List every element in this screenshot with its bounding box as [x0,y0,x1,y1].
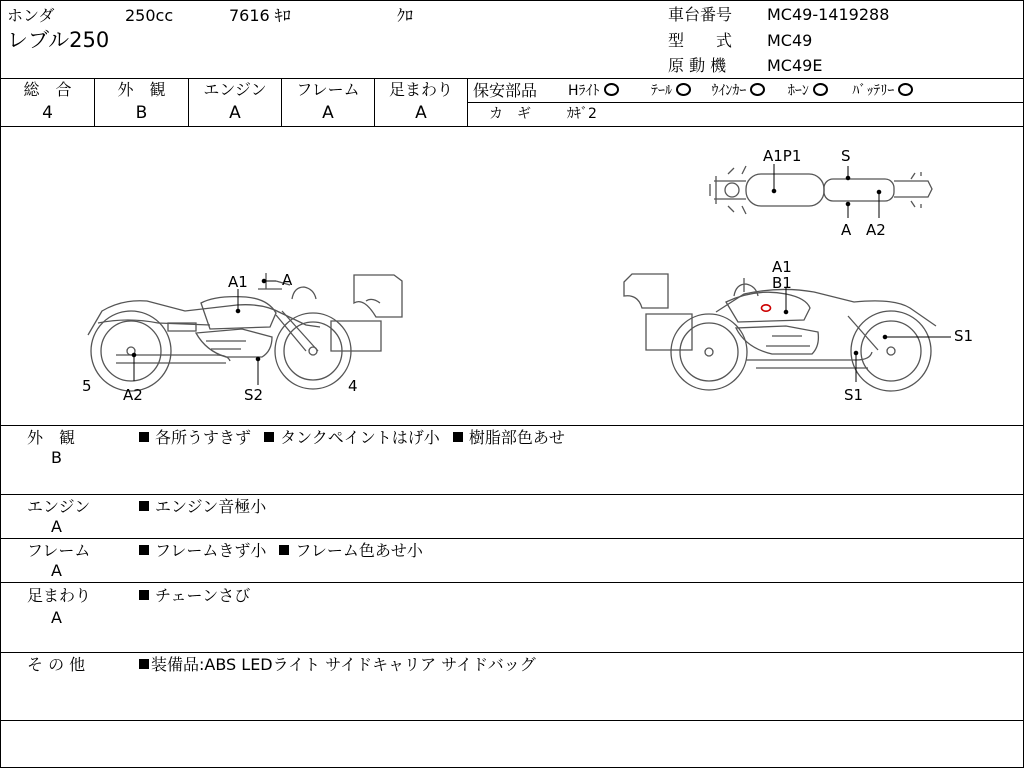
damage-marker [762,305,771,311]
note-category: そ の 他 [27,655,86,674]
note-item: フレームきず小 [155,541,267,560]
key-value: ｶｷﾞ2 [567,106,597,122]
grade-label: 総 合 [23,80,72,99]
right-label: A1 [772,258,792,276]
engine-value: MC49E [767,56,823,75]
note-item: 装備品:ABS LEDライト サイドキャリア サイドバッグ [151,655,536,674]
note-category: フレーム [27,541,91,560]
grade-value: A [229,103,241,123]
grade-label: フレーム [296,80,360,99]
engine-label: 原 動 機 [668,56,727,75]
bullet-square-icon [453,432,463,442]
right-label: S1 [844,386,864,404]
bullet-square-icon [139,501,149,511]
type-value: MC49 [767,31,813,50]
note-grade: A [51,561,62,580]
safety-item-label: ﾎｰﾝ [787,83,809,99]
displacement: 250cc [125,6,174,25]
model-name: レブル250 [7,28,110,52]
grade-value: B [135,103,148,123]
note-item: 各所うすきず [155,428,252,447]
grade-value: A [322,103,334,123]
safety-item-label: ｳｲﾝｶｰ [711,83,747,99]
note-grade: B [51,448,62,467]
bullet-square-icon [139,545,149,555]
type-label: 型 式 [668,31,733,50]
safety-items [568,83,923,99]
ok-circle-icon [813,83,828,96]
note-item: タンクペイントはげ小 [280,428,440,447]
grade-label: 外 観 [117,80,166,99]
motorcycle-left-view [76,263,416,408]
note-category: エンジン [27,497,91,516]
note-item: フレーム色あせ小 [295,541,423,560]
right-label: B1 [772,274,792,292]
top-label: A1P1 [763,147,802,165]
grade-label: エンジン [203,80,267,99]
note-items [139,587,250,605]
ok-circle-icon [604,83,619,96]
note-item: チェーンさび [155,586,251,605]
motorcycle-right-view [616,256,981,406]
ok-circle-icon [898,83,913,96]
maker: ホンダ [7,6,55,25]
frame-no-label: 車台番号 [668,5,733,24]
left-label: A2 [123,386,143,404]
note-category: 外 観 [27,428,76,447]
note-grade: A [51,608,62,627]
ok-circle-icon [676,83,691,96]
note-items [139,542,423,560]
safety-label: 保安部品 [473,81,538,100]
key-label: カ ギ [489,106,531,122]
left-label: S2 [244,386,264,404]
grade-value: A [415,103,427,123]
bullet-square-icon [139,590,149,600]
left-label: 4 [348,377,358,395]
bullet-square-icon [264,432,274,442]
safety-item-label: ﾊﾞｯﾃﾘｰ [852,83,895,99]
safety-item [788,83,828,99]
safety-item [568,83,619,99]
safety-item [852,83,913,99]
grade-label: 足まわり [388,80,453,99]
note-items [139,498,266,516]
mileage: 7616 ｷﾛ [229,6,291,25]
grade-value: 4 [42,103,53,123]
safety-item [651,83,691,99]
note-category: 足まわり [27,586,92,605]
frame-no: MC49-1419288 [767,5,890,24]
safety-item-label: ﾃｰﾙ [650,83,672,99]
left-label: A1 [228,273,248,291]
top-label: A2 [866,221,886,239]
bullet-square-icon [279,545,289,555]
note-grade: A [51,517,62,536]
note-items [139,656,536,674]
motorcycle-top-view [706,146,946,246]
color: ｸﾛ [397,6,414,25]
left-label: A [282,271,293,289]
ok-circle-icon [750,83,765,96]
right-label: S1 [954,327,974,345]
bullet-square-icon [139,432,149,442]
top-label: A [841,221,852,239]
note-item: エンジン音極小 [155,497,267,516]
bullet-square-icon [139,659,149,669]
note-item: 樹脂部色あせ [468,428,565,447]
safety-item [711,83,765,99]
top-label: S [841,147,851,165]
left-label: 5 [82,377,92,395]
note-items [139,429,565,447]
safety-item-label: Hﾗｲﾄ [568,83,600,99]
